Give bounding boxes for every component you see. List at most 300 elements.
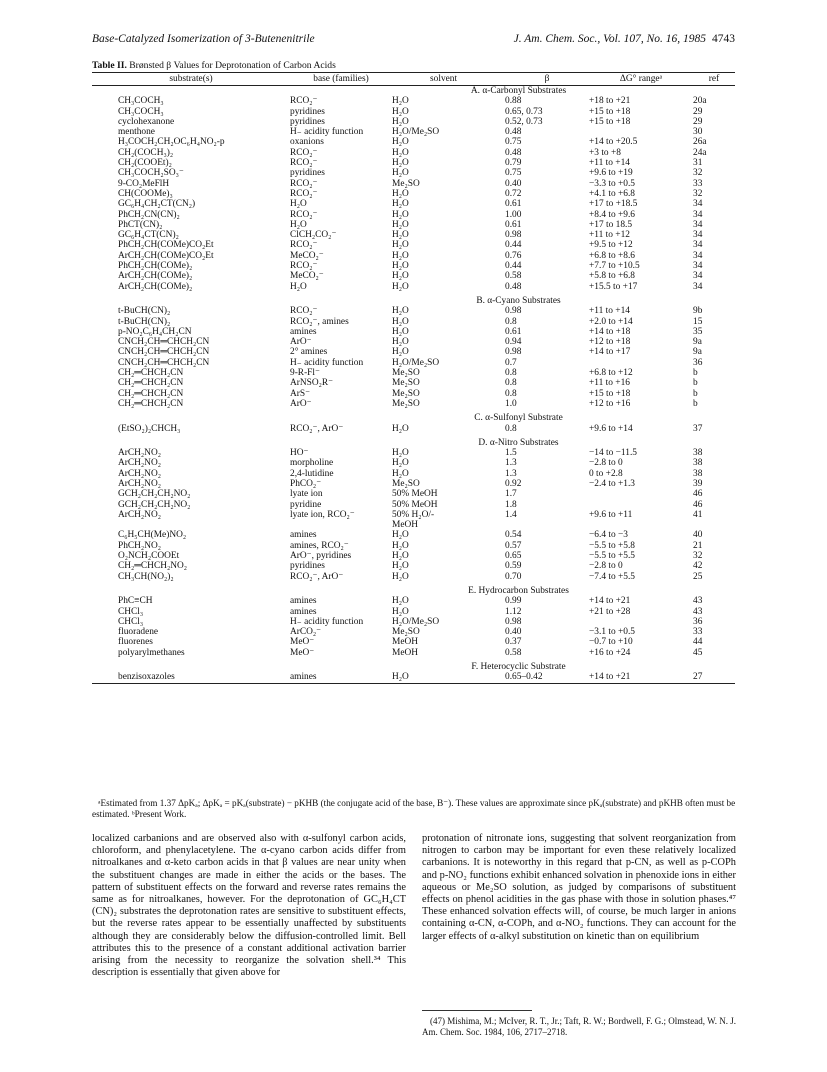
table-cell: RCO₂⁻ [290,261,318,272]
table-cell: 9b [693,306,703,317]
table-cell: 42 [693,561,703,572]
table-cell: lyate ion [290,489,323,500]
table-cell: 34 [693,219,703,230]
table-cell: 0.8 [505,368,517,379]
table-cell: 0.65 [505,551,522,562]
table-cell: CH₂═CHCH₂CN [118,388,184,399]
table-cell: +14 to +18 [589,326,631,337]
table-cell: b [693,388,698,399]
table-cell [290,520,392,530]
table-cell: H₂O [392,448,409,459]
table-row [92,210,735,220]
table-cell: Me₂SO [392,178,420,189]
table-cell: H₂O [392,316,409,327]
table-row [92,137,735,147]
table-cell: +9.6 to +19 [589,168,633,179]
table-row [92,179,735,189]
table-cell: 50% MeOH [392,489,438,500]
table-cell: 1.8 [505,499,517,510]
table-cell: 0.92 [505,478,522,489]
table-cell: −6.4 to −3 [589,530,628,541]
table-cell [589,520,693,530]
table-cell: RCO₂⁻ [290,178,318,189]
table-cell: CH₂═CHCH₂CN [118,368,184,379]
table-cell: 0.61 [505,219,522,230]
table-cell: MeCO₂⁻ [290,271,324,282]
table-cell: Me₂SO [392,478,420,489]
table-cell: 0.65–0.42 [505,672,543,683]
table-cell: ArCH₂NO₂ [118,468,161,479]
table-cell: pyridines [290,168,325,179]
table-cell: 0.58 [505,271,522,282]
table-cell: H₂O [392,540,409,551]
table-cell: CH₂═CHCH₂CN [118,398,184,409]
table-cell: ArS⁻ [290,388,311,399]
table-cell: +16 to +24 [589,647,631,658]
table-cell: H₋ acidity function [290,127,364,138]
table-cell: −2.8 to 0 [589,561,623,572]
journal-citation [514,33,735,45]
table-cell: amines [290,672,317,683]
table-row [92,251,735,261]
table-cell: +5.8 to +6.8 [589,271,635,282]
table-cell: 1.7 [505,489,517,500]
table-cell: −5.5 to +5.5 [589,551,635,562]
table-row [92,458,735,468]
table-cell: 0.48 [505,127,522,138]
table-cell: RCO₂⁻ [290,209,318,220]
table-cell: −3.1 to +0.5 [589,627,635,638]
table-cell: −7.4 to +5.5 [589,571,635,582]
table-cell: 9a [693,337,702,348]
table-row [92,561,735,571]
table-cell: t-BuCH(CN)₂ [118,316,171,327]
table-cell: H₂O [392,271,409,282]
table-cell: H₂O/Me₂SO [392,357,440,368]
table-cell: 36 [693,357,703,368]
table-cell: H₂O [290,199,307,210]
table-cell: +14 to +21 [589,672,631,683]
table-cell: H₂O [392,116,409,127]
table-cell: morpholine [290,458,334,469]
data-table [92,72,735,684]
table-row [92,107,735,117]
table-cell: 38 [693,468,703,479]
table-cell: 0.98 [505,306,522,317]
table-cell: b [693,368,698,379]
table-row [92,510,735,520]
table-cell: ArCH₂NO₂ [118,478,161,489]
table-cell: H₂O [392,423,409,434]
column-header: substrate(s) [169,73,213,84]
table-cell: ArCH₂NO₂ [118,448,161,459]
table-row [92,469,735,479]
table-cell: ArCH₂CH(COMe)₂ [118,281,193,292]
table-cell: RCO₂⁻, amines [290,316,349,327]
table-cell: MeO⁻ [290,637,315,648]
table-cell: 0.94 [505,337,522,348]
table-row [92,127,735,137]
table-cell: H₂O [392,96,409,107]
table-footnote: ᵃEstimated from 1.37 ΔpKₐ; ΔpKₐ = pKₐ(substrate) − pKHB (the conjugate acid of the base, B⁻). These values are approximate since pKₐ(substrate) and pKHB often must be estimated. ᵇPresent Work. [92,798,736,819]
table-cell: RCO₂⁻ [290,147,318,158]
section-title: D. α-Nitro Substrates [478,437,559,448]
table-cell [693,520,735,530]
table-cell: H₂O [392,530,409,541]
table-row [92,479,735,489]
table-cell: pyridine [290,499,322,510]
table-cell: H₂O [392,219,409,230]
table-cell: 38 [693,448,703,459]
table-cell: 26a [693,137,707,148]
table-cell: 0 to +2.8 [589,468,623,479]
table-cell: lyate ion, RCO₂⁻ [290,509,355,520]
table-row [92,230,735,240]
table-cell: amines [290,530,317,541]
table-cell: 0.88 [505,96,522,107]
table-cell: RCO₂⁻ [290,188,318,199]
reference-entry: (47) Mishima, M.; McIver, R. T., Jr.; Taft, R. W.; Bordwell, F. G.; Olmstead, W. N. J. Am. Chem. Soc. 1984, 106, 2717–2718. [422,1016,737,1037]
table-cell: H₂O [392,551,409,562]
table-cell: 0.59 [505,561,522,572]
table-cell: amines, RCO₂⁻ [290,540,349,551]
table-cell: 1.00 [505,209,522,220]
table-header-row [92,73,735,85]
table-row [92,240,735,250]
table-cell: ClCH₂CO₂⁻ [290,230,337,241]
column-header: ΔG° rangeᵃ [619,73,663,84]
table-cell: GC₆H₄CH₂CT(CN₂) [118,199,196,210]
table-cell: polyarylmethanes [118,647,185,658]
table-cell: H₂O [392,209,409,220]
table-cell: +18 to +21 [589,96,631,107]
table-cell: GCH₂CH₂CH₂NO₂ [118,499,191,510]
table-cell: +4.1 to +6.8 [589,188,635,199]
body-paragraph: protonation of nitronate ions, suggesting that solvent reorganization from nitrogen to carbon may be important for even these relatively localized carbanions. It is noteworthy in this regard that p-CN, as well as p-COPh and p-NO₂ functions exhibit enhanced solvation in phenoxide ions in either aqueous or Me₂SO solution, as judged by comparisons of substituent effects on phenol acidities in the gas phase with those in solution phases.⁴⁷ These enhanced solvation effects will, of course, be much larger in anions containing α-CN, α-COPh, and α-NO₂ functions. They can account for the larger effects of α-alkyl substitution on kinetic than on equilibrium [422,833,736,942]
table-cell: b [693,398,698,409]
table-row [92,261,735,271]
table-cell: H₂O [392,458,409,469]
table-cell: 0.98 [505,347,522,358]
table-row [92,327,735,337]
table-cell: benzisoxazoles [118,672,175,683]
table-cell: PhCH₂CH(COMe)CO₂Et [118,240,214,251]
table-cell: H₂O [392,158,409,169]
table-row [92,282,735,292]
table-row [92,489,735,499]
table-cell: Me₂SO [392,388,420,399]
table-cell: CH₂═CHCH₂NO₂ [118,561,188,572]
table-cell: 27 [693,672,703,683]
table-cell: CH₃CH(NO₂)₂ [118,571,174,582]
table-cell: H₂O [290,281,307,292]
table-cell: 1.3 [505,468,517,479]
table-cell: +3 to +8 [589,147,621,158]
table-cell: 0.40 [505,627,522,638]
table-cell: 0.7 [505,357,517,368]
column-header: β [544,73,550,84]
table-cell: CH₂(COCH₃)₂ [118,147,174,158]
table-cell: amines [290,596,317,607]
table-cell: −5.5 to +5.8 [589,540,635,551]
column-header: solvent [430,73,458,84]
table-row [92,389,735,399]
table-row [92,627,735,637]
body-paragraph: localized carbanions and are observed also with α-sulfonyl carbon acids, chloroform, and phenylacetylene. The α-cyano carbon acids differ from nitroalkanes and α-keto carbon acids in that β values are near unity when the substituent changes are made in either the acids or the bases. The pattern of substituent effects on the forward and reverse rates remains the same as for nitroalkanes, however. For the deprotonation of GC₆H₄CT (CN)₂ substrates the deprotonation rates are sensitive to substituent effects, but the reverse rates appear to be essentially unaffected by substituents although they are considerably below the diffusion-controlled limit. Bell attributes this to the presence of a constant additional activation barrier arising from the necessity to reorganize the solvation shell.³⁴ This description is essentially that given above for [92,833,406,979]
table-cell: MeCO₂⁻ [290,250,324,261]
table-cell: +11 to +12 [589,230,630,241]
table-cell: cyclohexanone [118,116,175,127]
table-cell: 33 [693,627,703,638]
table-cell: fluorenes [118,637,153,648]
table-cell: CH₃COCH₃ [118,96,164,107]
table-cell: ArCH₂CH(COMe)CO₂Et [118,250,214,261]
table-cell: Me₂SO [392,378,420,389]
table-cell: 0.48 [505,281,522,292]
table-cell: H₂O [392,261,409,272]
table-cell: 0.44 [505,240,522,251]
table-cell: 46 [693,489,703,500]
table-cell: 34 [693,199,703,210]
table-cell: ArCH₂CH(COMe)₂ [118,271,193,282]
table-cell: H₂O [392,468,409,479]
table-cell: PhCO₂⁻ [290,478,322,489]
table-row [92,424,735,434]
table-cell: 34 [693,271,703,282]
table-cell: 0.61 [505,326,522,337]
table-row [92,530,735,540]
table-cell: p-NO₂C₆H₄CH₂CN [118,326,192,337]
table-row [92,617,735,627]
journal-volume: J. Am. Chem. Soc., Vol. 107, No. 16, 1985 [513,33,706,45]
table-cell [589,617,693,627]
table-cell: 0.98 [505,230,522,241]
table-cell: H₂O [392,337,409,348]
table-row [92,500,735,510]
table-row [92,541,735,551]
table-cell: RCO₂⁻ [290,240,318,251]
table-cell: 33 [693,178,703,189]
column-header: base (families) [313,73,369,84]
table-row [92,117,735,127]
table-cell: +6.8 to +12 [589,368,633,379]
table-cell: 40 [693,530,703,541]
table-cell: 38 [693,458,703,469]
table-cell: H₂O/Me₂SO [392,127,440,138]
table-title: Brønsted β Values for Deprotonation of Carbon Acids [129,60,336,71]
table-cell: 30 [693,127,703,138]
table-cell: +7.7 to +10.5 [589,261,640,272]
table-cell: −3.3 to +0.5 [589,178,635,189]
table-cell: 34 [693,240,703,251]
table-row [92,551,735,561]
table-row [92,648,735,658]
table-cell: 1.0 [505,398,517,409]
table-cell: H₂O [392,106,409,117]
table-cell: +15 to +18 [589,388,631,399]
table-cell: b [693,378,698,389]
table-row [92,148,735,158]
table-cell: +12 to +16 [589,398,631,409]
table-cell [589,500,693,510]
table-cell: t-BuCH(CN)₂ [118,306,171,317]
table-cell: 32 [693,188,703,199]
table-cell: 1.12 [505,606,522,617]
table-cell: pyridines [290,116,325,127]
table-cell: 34 [693,230,703,241]
table-cell: +11 to +16 [589,378,630,389]
table-cell: 31 [693,158,703,169]
table-bottom-rule [92,683,735,684]
table-cell: 0.8 [505,388,517,399]
table-body [92,86,735,683]
table-cell: 34 [693,281,703,292]
table-cell: 0.37 [505,637,522,648]
table-cell: H₂O [392,230,409,241]
table-cell: ArNSO₂R⁻ [290,378,334,389]
table-cell: H₂O [392,147,409,158]
table-caption [92,60,336,71]
table-cell: 9-CO₂MeFlH [118,178,170,189]
table-cell: 43 [693,606,703,617]
table-cell: 1.4 [505,509,517,520]
table-cell: 0.54 [505,530,522,541]
table-row [92,399,735,409]
table-row [92,572,735,582]
table-row [92,189,735,199]
table-cell: 0.75 [505,137,522,148]
table-cell: +2.0 to +14 [589,316,633,327]
table-row [92,271,735,281]
table-cell: H₂O [392,606,409,617]
table-cell: ArCO₂⁻ [290,627,322,638]
table-cell: CNCH₂CH═CHCH₂CN [118,347,210,358]
table-cell: 46 [693,499,703,510]
table-cell: 24a [693,147,707,158]
table-cell: 2° amines [290,347,328,358]
section-title: C. α-Sulfonyl Substrate [474,413,563,424]
table-row [92,168,735,178]
table-cell: H₂O [392,188,409,199]
table-row [92,520,735,530]
table-cell: H₂O [392,168,409,179]
table-cell: H₂O [290,219,307,230]
table-cell: ArO⁻ [290,337,312,348]
table-cell: +14 to +20.5 [589,137,638,148]
table-cell: 34 [693,261,703,272]
table-cell: PhCT(CN)₂ [118,219,163,230]
table-cell: fluoradene [118,627,159,638]
table-cell: 29 [693,106,703,117]
table-cell: pyridines [290,561,325,572]
table-row [92,607,735,617]
table-cell: menthone [118,127,155,138]
table-cell: MeOH [392,520,419,531]
body-column-left [92,833,406,979]
table-cell: MeOH [392,637,419,648]
table-cell: H₂O [392,561,409,572]
table-cell: amines [290,606,317,617]
table-cell: 0.8 [505,423,517,434]
table-cell: HO⁻ [290,448,309,459]
table-cell: CH₃COCH₂SO₃⁻ [118,168,184,179]
table-cell [505,520,589,530]
table-cell: 15 [693,316,703,327]
table-row [92,317,735,327]
table-cell: RCO₂⁻, ArO⁻ [290,571,344,582]
table-cell: 21 [693,540,703,551]
table-cell: −14 to −11.5 [589,448,637,459]
section-title: A. α-Carbonyl Substrates [470,86,567,96]
table-cell: CH₂═CHCH₂CN [118,378,184,389]
table-cell: 0.52, 0.73 [505,116,543,127]
table-cell: 29 [693,116,703,127]
table-cell: H₂O [392,672,409,683]
table-cell: 45 [693,647,703,658]
table-cell: +12 to +18 [589,337,631,348]
table-cell: 9a [693,347,702,358]
table-cell: H₂O [392,281,409,292]
table-cell: 0.61 [505,199,522,210]
table-cell: 0.58 [505,647,522,658]
table-cell: 50% MeOH [392,499,438,510]
running-title: Base-Catalyzed Isomerization of 3-Butenenitrile [92,33,315,45]
table-cell: +14 to +17 [589,347,631,358]
table-cell: 0.75 [505,168,522,179]
reference-rule [422,1010,532,1011]
table-cell: GCH₂CH₂CH₂NO₂ [118,489,191,500]
table-cell: 0.79 [505,158,522,169]
table-cell: H₂O [392,596,409,607]
table-row [92,672,735,682]
table-cell: 37 [693,423,703,434]
page-number: 4743 [712,33,735,45]
table-cell: 35 [693,326,703,337]
table-cell: H₋ acidity function [290,357,364,368]
table-row [92,337,735,347]
table-cell: 0.40 [505,178,522,189]
table-cell: 0.98 [505,616,522,627]
table-cell: (EtSO₂)₂CHCH₃ [118,423,181,434]
table-cell: +9.5 to +12 [589,240,633,251]
table-row [92,368,735,378]
table-cell: H₂O [392,137,409,148]
section-title: B. α-Cyano Substrates [476,295,561,306]
table-cell: CHCl₃ [118,606,144,617]
table-cell: GC₆H₄CT(CN)₂ [118,230,179,241]
table-cell: +9.6 to +11 [589,509,633,520]
table-cell: +17 to 18.5 [589,219,633,230]
table-cell: CHCl₃ [118,616,144,627]
table-cell [92,520,290,530]
table-label: Table II. [92,60,127,71]
table-cell: ArCH₂NO₂ [118,509,161,520]
table-row [92,96,735,106]
table-row [92,306,735,316]
table-cell: 36 [693,616,703,627]
table-cell: 44 [693,637,703,648]
section-title: E. Hydrocarbon Substrates [468,585,569,596]
table-cell: H₂O [392,240,409,251]
table-cell: 50% H₂O/- [392,509,435,520]
table-cell: +21 to +28 [589,606,631,617]
column-header: ref [708,73,720,84]
table-cell: +8.4 to +9.6 [589,209,635,220]
table-cell: Me₂SO [392,368,420,379]
table-cell: 2,4-lutidine [290,468,334,479]
table-cell: 9-R-Fl⁻ [290,368,320,379]
table-cell: +11 to +14 [589,158,630,169]
